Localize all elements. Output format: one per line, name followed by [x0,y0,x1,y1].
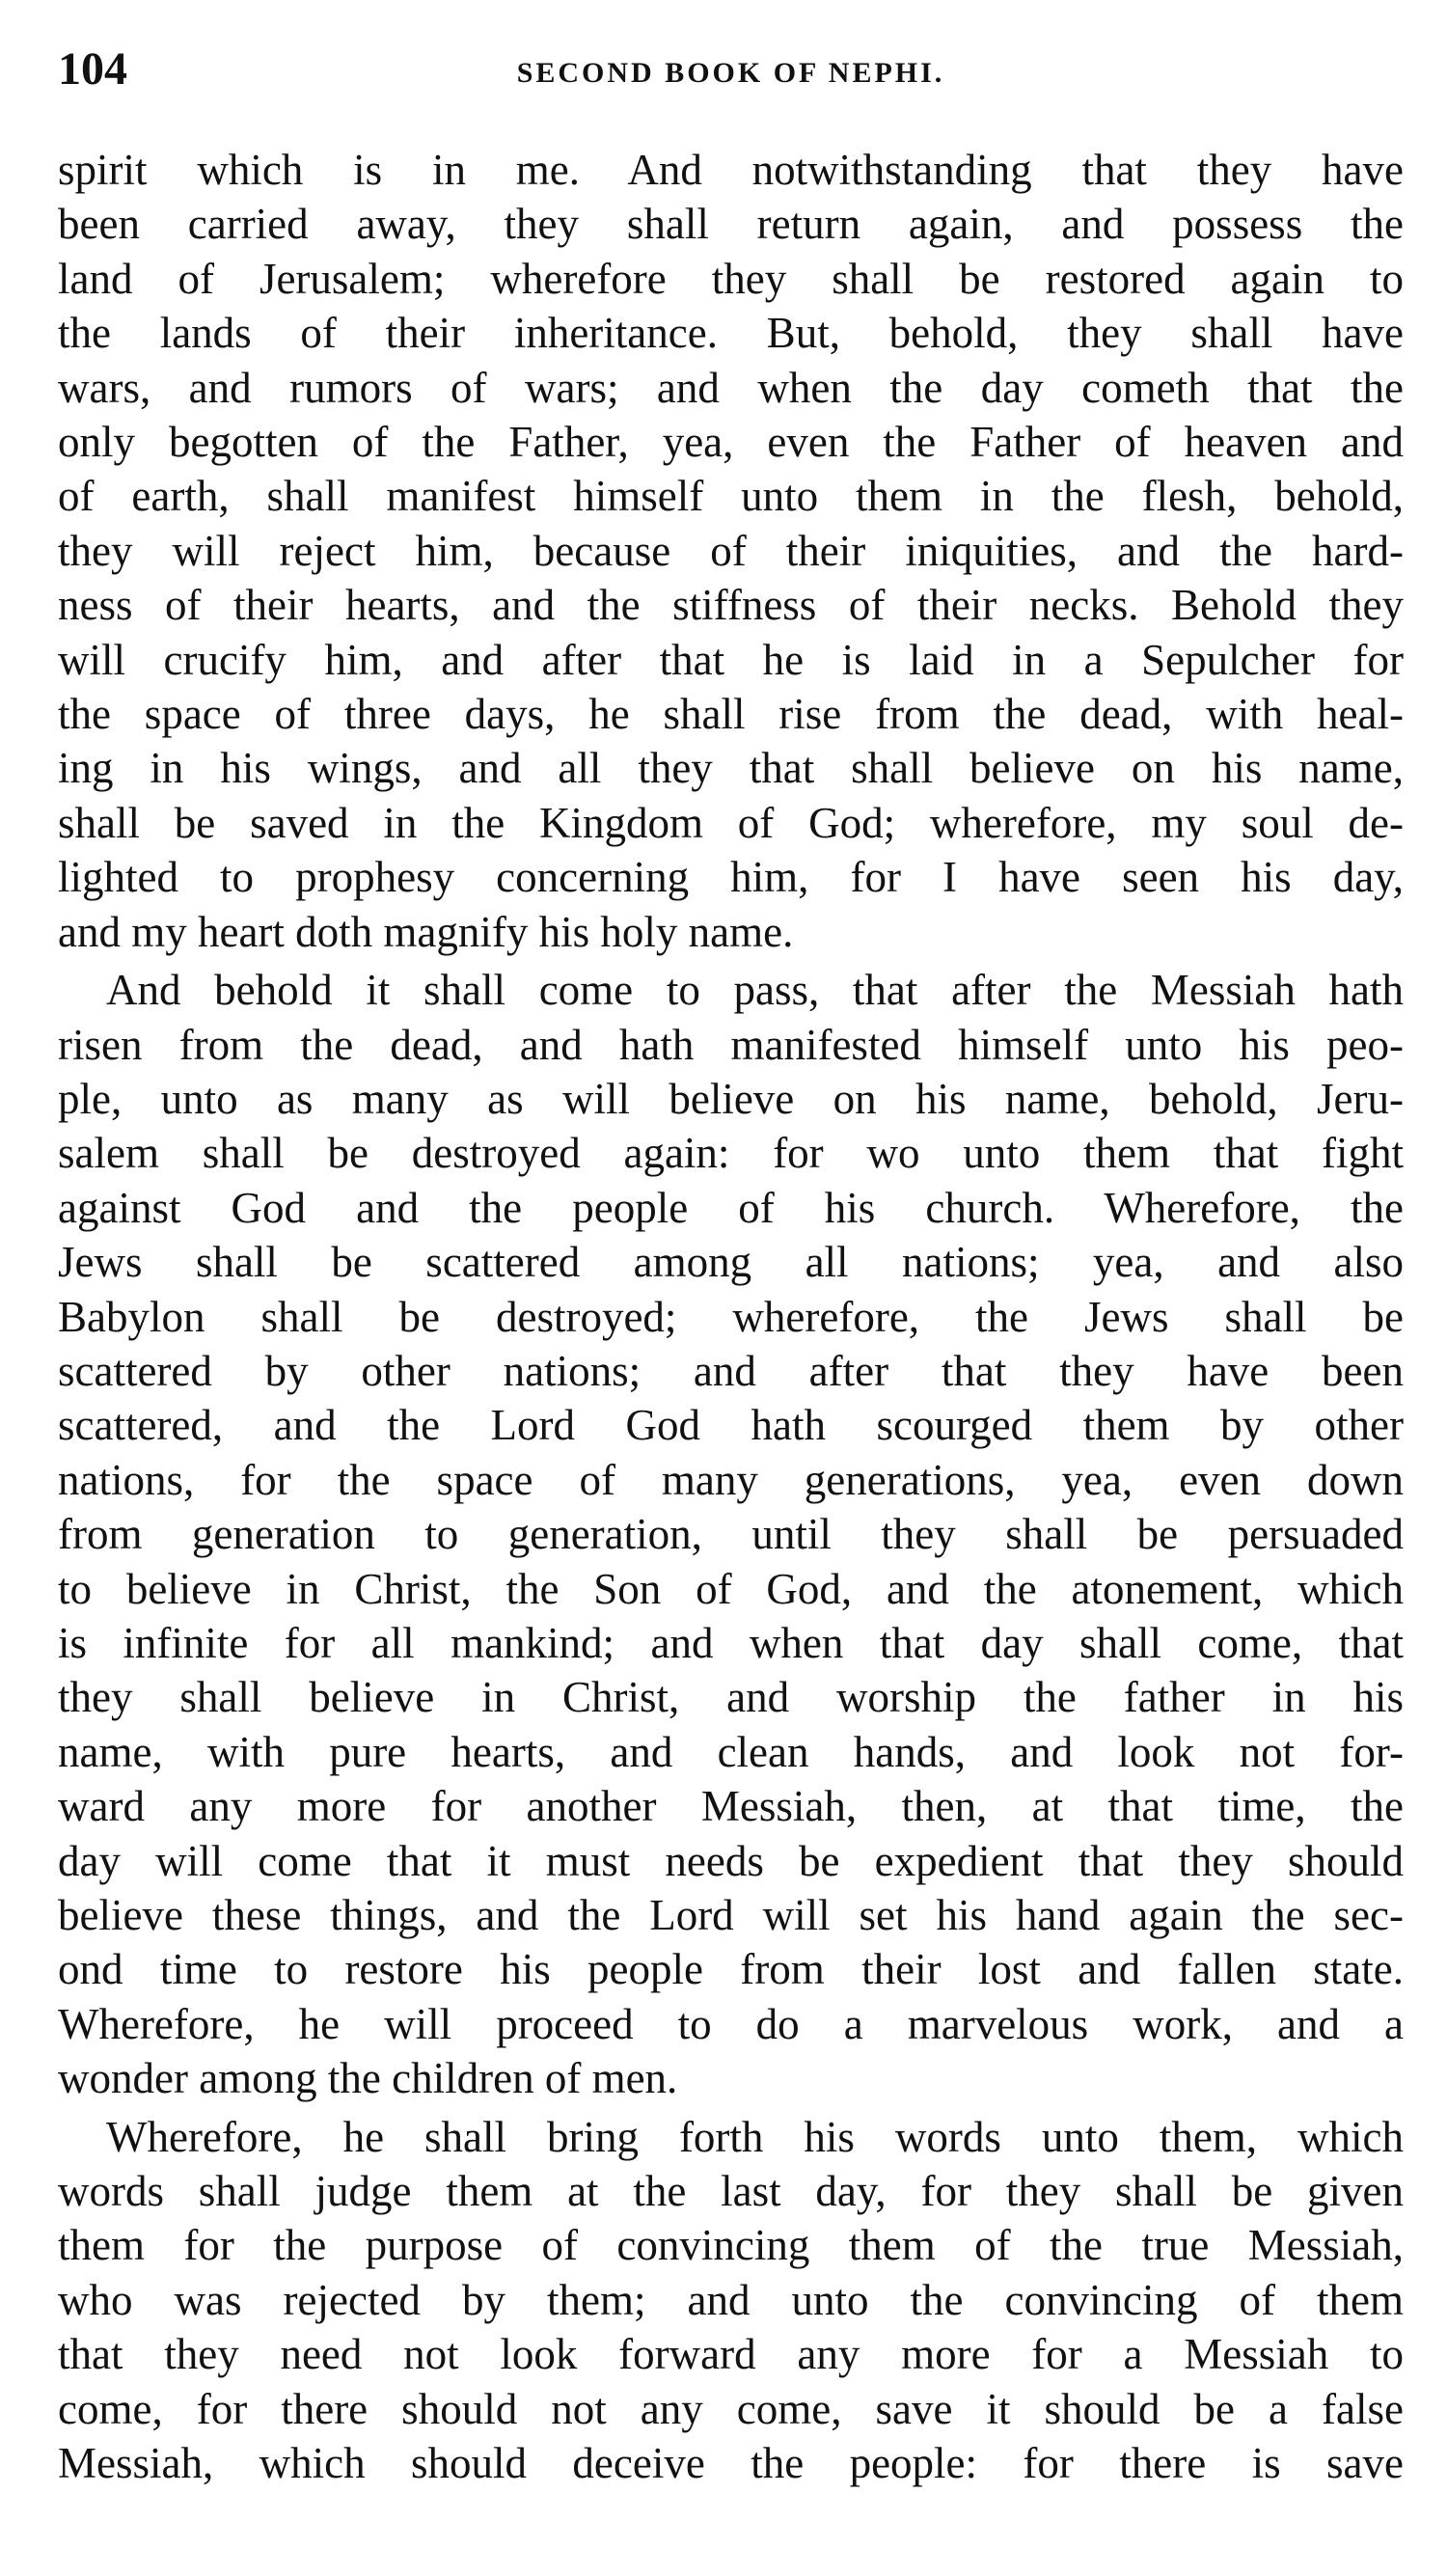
text-line: they shall believe in Christ, and worship the father in his [58,1673,1404,1722]
text-line: ward any more for another Messiah, then, at that time, the [58,1782,1404,1831]
text-line: shall be saved in the Kingdom of God; wherefore, my soul de- [58,798,1404,847]
text-line: the space of three days, he shall rise from the dead, with heal- [58,690,1404,739]
text-line: wars, and rumors of wars; and when the day cometh that the [58,363,1404,412]
text-line: they will reject him, because of their iniquities, and the hard- [58,526,1404,575]
text-line: Babylon shall be destroyed; wherefore, the Jews shall be [58,1292,1404,1341]
text-line: and my heart doth magnify his holy name. [58,907,794,956]
text-line: of earth, shall manifest himself unto them in the flesh, behold, [58,472,1404,521]
body-text [58,143,1404,2490]
text-line: ness of their hearts, and the stiffness of their necks. Behold they [58,581,1404,630]
text-line: scattered by other nations; and after that they have been [58,1346,1404,1395]
text-line: wonder among the children of men. [58,2054,678,2103]
text-line: ing in his wings, and all they that shall believe on his name, [58,744,1404,793]
text-line: the lands of their inheritance. But, behold, they shall have [58,309,1404,358]
text-line: spirit which is in me. And notwithstanding that they have [58,146,1404,194]
text-line: against God and the people of his church. Wherefore, the [58,1183,1404,1232]
text-line: believe these things, and the Lord will set his hand again the sec- [58,1891,1404,1939]
running-header [58,39,1404,125]
text-line: to believe in Christ, the Son of God, and the atonement, which [58,1564,1404,1613]
text-line: them for the purpose of convincing them of the true Messiah, [58,2221,1404,2270]
text-line: scattered, and the Lord God hath scourged them by other [58,1401,1404,1450]
paragraph [58,963,1404,2106]
text-line: ond time to restore his people from their lost and fallen state. [58,1945,1404,1994]
text-line: ple, unto as many as will believe on his name, behold, Jeru- [58,1074,1404,1123]
text-line: that they need not look forward any more for a Messiah to [58,2330,1404,2379]
text-line: who was rejected by them; and unto the convincing of them [58,2275,1404,2324]
page-number: 104 [58,43,127,95]
text-line: will crucify him, and after that he is laid in a Sepulcher for [58,635,1404,684]
text-line: been carried away, they shall return again, and possess the [58,200,1404,249]
running-title: SECOND BOOK OF NEPHI. [516,57,945,89]
book-page [58,39,1404,2547]
text-line: come, for there should not any come, save it should be a false [58,2384,1404,2433]
text-line: name, with pure hearts, and clean hands, and look not for- [58,1727,1404,1776]
paragraph [58,2110,1404,2491]
text-line: lighted to prophesy concerning him, for I have seen his day, [58,853,1404,902]
text-line: salem shall be destroyed again: for wo unto them that fight [58,1129,1404,1178]
text-line: Messiah, which should deceive the people: for there is save [58,2439,1404,2488]
text-line: only begotten of the Father, yea, even the Father of heaven and [58,418,1404,467]
paragraph [58,143,1404,959]
text-line: Jews shall be scattered among all nations; yea, and also [58,1238,1404,1287]
text-line: from generation to generation, until they shall be persuaded [58,1510,1404,1559]
text-line: Wherefore, he shall bring forth his words unto them, which [106,2112,1404,2161]
text-line: risen from the dead, and hath manifested himself unto his peo- [58,1020,1404,1069]
text-line: And behold it shall come to pass, that after the Messiah hath [106,966,1404,1015]
text-line: day will come that it must needs be expedient that they should [58,1836,1404,1885]
text-line: land of Jerusalem; wherefore they shall be restored again to [58,254,1404,303]
text-line: is infinite for all mankind; and when that day shall come, that [58,1618,1404,1667]
text-line: Wherefore, he will proceed to do a marvelous work, and a [58,1999,1404,2048]
text-line: nations, for the space of many generations, yea, even down [58,1455,1404,1504]
text-line: words shall judge them at the last day, for they shall be given [58,2167,1404,2216]
